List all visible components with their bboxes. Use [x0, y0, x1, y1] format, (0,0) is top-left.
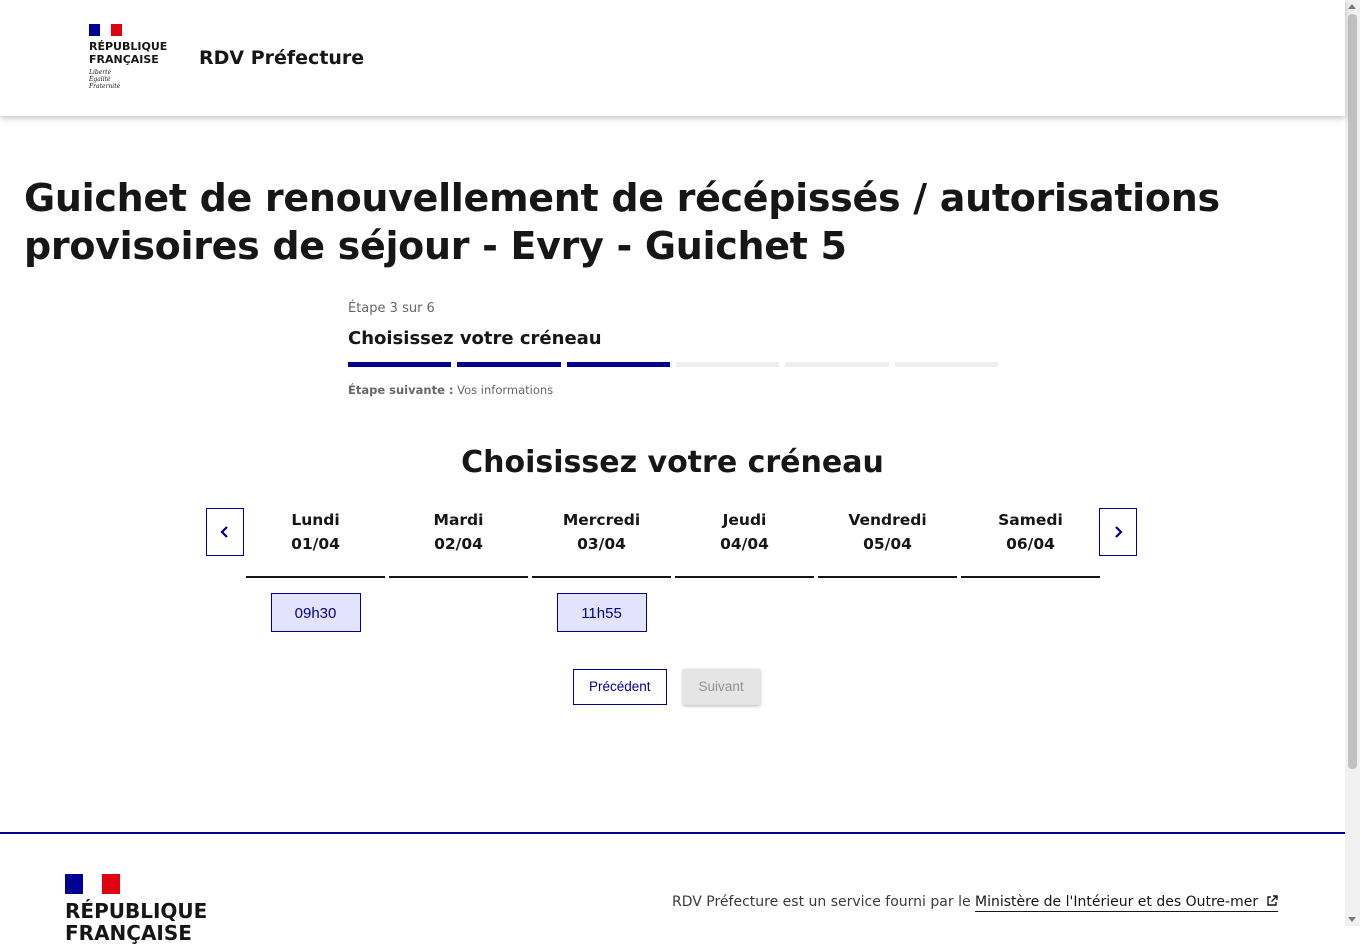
- step-bar-3: [567, 362, 670, 367]
- footer-logo[interactable]: [65, 874, 207, 944]
- footer-text: RDV Préfecture est un service fourni par le: [672, 894, 971, 910]
- site-footer: [0, 832, 1345, 945]
- step-bar-1: [348, 362, 451, 367]
- scrollbar-thumb[interactable]: [1348, 14, 1357, 769]
- footer-service-text: [672, 894, 1278, 910]
- day-name: Vendredi: [848, 511, 927, 529]
- days-grid: [246, 508, 1100, 632]
- day-name: Mardi: [433, 511, 484, 529]
- day-header: [961, 508, 1100, 578]
- motto-line-1: Liberté: [89, 69, 112, 76]
- day-name: Lundi: [291, 511, 340, 529]
- day-name: Jeudi: [722, 511, 767, 529]
- day-header: [389, 508, 528, 578]
- step-bar-4: [676, 362, 779, 367]
- motto: [89, 69, 179, 90]
- ministry-link-label: Ministère de l'Intérieur et des Outre-mer: [975, 894, 1259, 910]
- scrollbar[interactable]: [1345, 0, 1360, 926]
- slots-title: Choisissez votre créneau: [461, 445, 884, 480]
- day-column: [675, 508, 814, 632]
- next-button[interactable]: Suivant: [683, 669, 760, 705]
- day-column: [532, 508, 671, 632]
- day-column: [246, 508, 385, 632]
- external-link-icon: [1266, 895, 1278, 907]
- step-title: Choisissez votre créneau: [348, 328, 602, 349]
- logo-line-1: RÉPUBLIQUE: [89, 40, 168, 53]
- chevron-left-icon: [218, 525, 232, 539]
- page-title: Guichet de renouvellement de récépissés / autorisations provisoires de séjour - Evry - Guichet 5: [24, 176, 1220, 268]
- next-step-value: Vos informations: [457, 383, 554, 397]
- step-bar-6: [895, 362, 998, 367]
- day-date: 02/04: [434, 535, 483, 553]
- day-date: 05/04: [863, 535, 912, 553]
- day-date: 04/04: [720, 535, 769, 553]
- scroll-down-arrow-icon[interactable]: [1348, 917, 1356, 922]
- day-date: 03/04: [577, 535, 626, 553]
- chevron-right-icon: [1111, 525, 1125, 539]
- step-bar-5: [785, 362, 888, 367]
- form-actions: [573, 669, 760, 705]
- day-date: 06/04: [1006, 535, 1055, 553]
- day-column: [961, 508, 1100, 632]
- day-header: [818, 508, 957, 578]
- next-step-label: Étape suivante :: [348, 383, 454, 397]
- step-count: Étape 3 sur 6: [348, 301, 435, 316]
- ministry-link[interactable]: [975, 894, 1278, 912]
- next-week-button[interactable]: [1099, 508, 1137, 556]
- footer-logo-line-1: RÉPUBLIQUE: [65, 899, 208, 923]
- logo-text: [89, 40, 179, 66]
- footer-logo-line-2: FRANÇAISE: [65, 921, 192, 945]
- step-progress-bar: [348, 362, 998, 367]
- day-name: Samedi: [998, 511, 1063, 529]
- service-title[interactable]: RDV Préfecture: [199, 47, 365, 69]
- step-bar-2: [457, 362, 560, 367]
- motto-line-2: Égalité: [89, 76, 111, 83]
- stepper: [348, 300, 998, 397]
- next-step-info: [348, 383, 998, 397]
- day-header: [246, 508, 385, 578]
- motto-line-3: Fraternité: [89, 83, 121, 90]
- previous-week-button[interactable]: [206, 508, 244, 556]
- french-flag-icon: [65, 874, 120, 894]
- french-flag-icon: [89, 24, 122, 36]
- republique-francaise-logo[interactable]: [89, 24, 179, 90]
- logo-line-2: FRANÇAISE: [89, 53, 159, 66]
- day-header: [532, 508, 671, 578]
- time-slot-button[interactable]: 11h55: [557, 593, 647, 632]
- day-name: Mercredi: [562, 511, 641, 529]
- previous-button[interactable]: Précédent: [573, 669, 667, 705]
- time-slot-button[interactable]: 09h30: [271, 593, 361, 632]
- day-column: [389, 508, 528, 632]
- scroll-up-arrow-icon[interactable]: [1348, 4, 1356, 9]
- day-date: 01/04: [291, 535, 340, 553]
- footer-logo-text: [65, 900, 207, 944]
- day-column: [818, 508, 957, 632]
- site-header: [0, 0, 1345, 116]
- day-header: [675, 508, 814, 578]
